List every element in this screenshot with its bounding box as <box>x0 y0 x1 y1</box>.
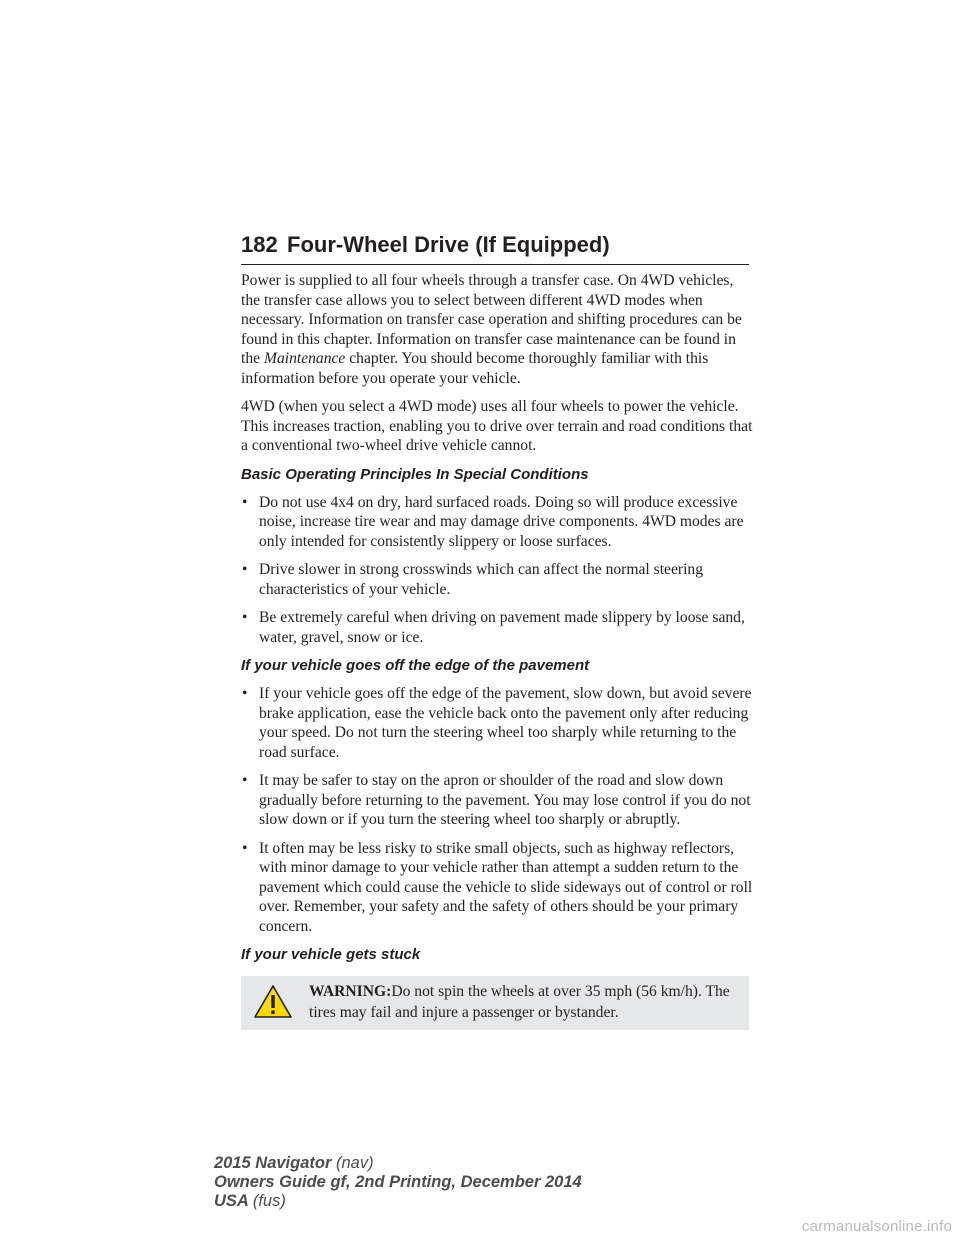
list-item: • Drive slower in strong crosswinds which can affect the normal steering characteristics of your vehicle. <box>242 561 704 598</box>
list-item: • Be extremely careful when driving on pavement made slippery by loose sand, water, gravel, snow or ice. <box>242 609 745 646</box>
section-heading-off-edge: If your vehicle goes off the edge of the pavement <box>241 657 590 674</box>
maintenance-chapter-ref: Maintenance <box>263 350 346 367</box>
footer-model-line: 2015 Navigator (nav) <box>214 1154 374 1172</box>
watermark: carmanualsonline.info <box>801 1218 952 1235</box>
bullet-icon: • <box>242 839 248 857</box>
page-header <box>241 228 749 265</box>
bullet-icon: • <box>242 561 248 578</box>
bullet-icon: • <box>242 685 248 702</box>
section-heading-basic: Basic Operating Principles In Special Conditions <box>241 465 589 483</box>
off-edge-bullet-list <box>241 684 753 936</box>
warning-label: WARNING: <box>309 983 392 1000</box>
basic-bullet-list <box>241 493 753 648</box>
page-footer <box>214 1154 582 1211</box>
page-number: 182 <box>241 232 278 257</box>
chapter-title: Four-Wheel Drive (If Equipped) <box>287 232 610 257</box>
bullet-icon: • <box>242 609 248 626</box>
page-content <box>241 271 753 1030</box>
warning-triangle-icon <box>253 984 293 1020</box>
list-item: • If your vehicle goes off the edge of the pavement, slow down, but avoid severe brake application, ease the vehicle back onto the pavement only after reducing your speed. Do not turn the steering wheel too sharply while returning to the road surface. <box>242 685 752 761</box>
list-item: • Do not use 4x4 on dry, hard surfaced roads. Doing so will produce excessive noise, increase tire wear and may damage drive components. 4WD modes are only intended for consistently slippery or loose surfaces. <box>242 493 744 550</box>
footer-region-line: USA (fus) <box>214 1192 286 1210</box>
list-item: • It may be safer to stay on the apron or shoulder of the road and slow down gradually before returning to the pavement. You may lose control if you do not slow down or if you turn the steering wheel too sharply or abruptly. <box>242 772 751 828</box>
warning-box <box>241 976 749 1030</box>
bullet-icon: • <box>242 772 248 789</box>
intro-paragraph-2: 4WD (when you select a 4WD mode) uses all four wheels to power the vehicle. This increases traction, enabling you to drive over terrain and road conditions that a conventional two-wheel drive vehicle cannot. <box>241 398 753 454</box>
footer-printing-line: Owners Guide gf, 2nd Printing, December 2014 <box>214 1173 582 1191</box>
bullet-icon: • <box>242 493 248 511</box>
warning-text: WARNING:Do not spin the wheels at over 35 mph (56 km/h). The tires may fail and injure a passenger or bystander. <box>309 983 730 1021</box>
intro-paragraph-1: Power is supplied to all four wheels through a transfer case. On 4WD vehicles, the transfer case allows you to select between different 4WD modes when necessary. Information on transfer case operation and shifting procedures can be found in this chapter. Information on transfer case maintenance can be found in the Maintenance chapter. You should become thoroughly familiar with this information before you operate your vehicle. <box>241 272 742 387</box>
list-item: • It often may be less risky to strike small objects, such as highway reflectors, with minor damage to your vehicle rather than attempt a sudden return to the pavement which could cause the vehicle to slide sideways out of control or roll over. Remember, your safety and the safety of others should be your primary concern. <box>242 839 753 935</box>
section-heading-stuck: If your vehicle gets stuck <box>241 946 421 963</box>
